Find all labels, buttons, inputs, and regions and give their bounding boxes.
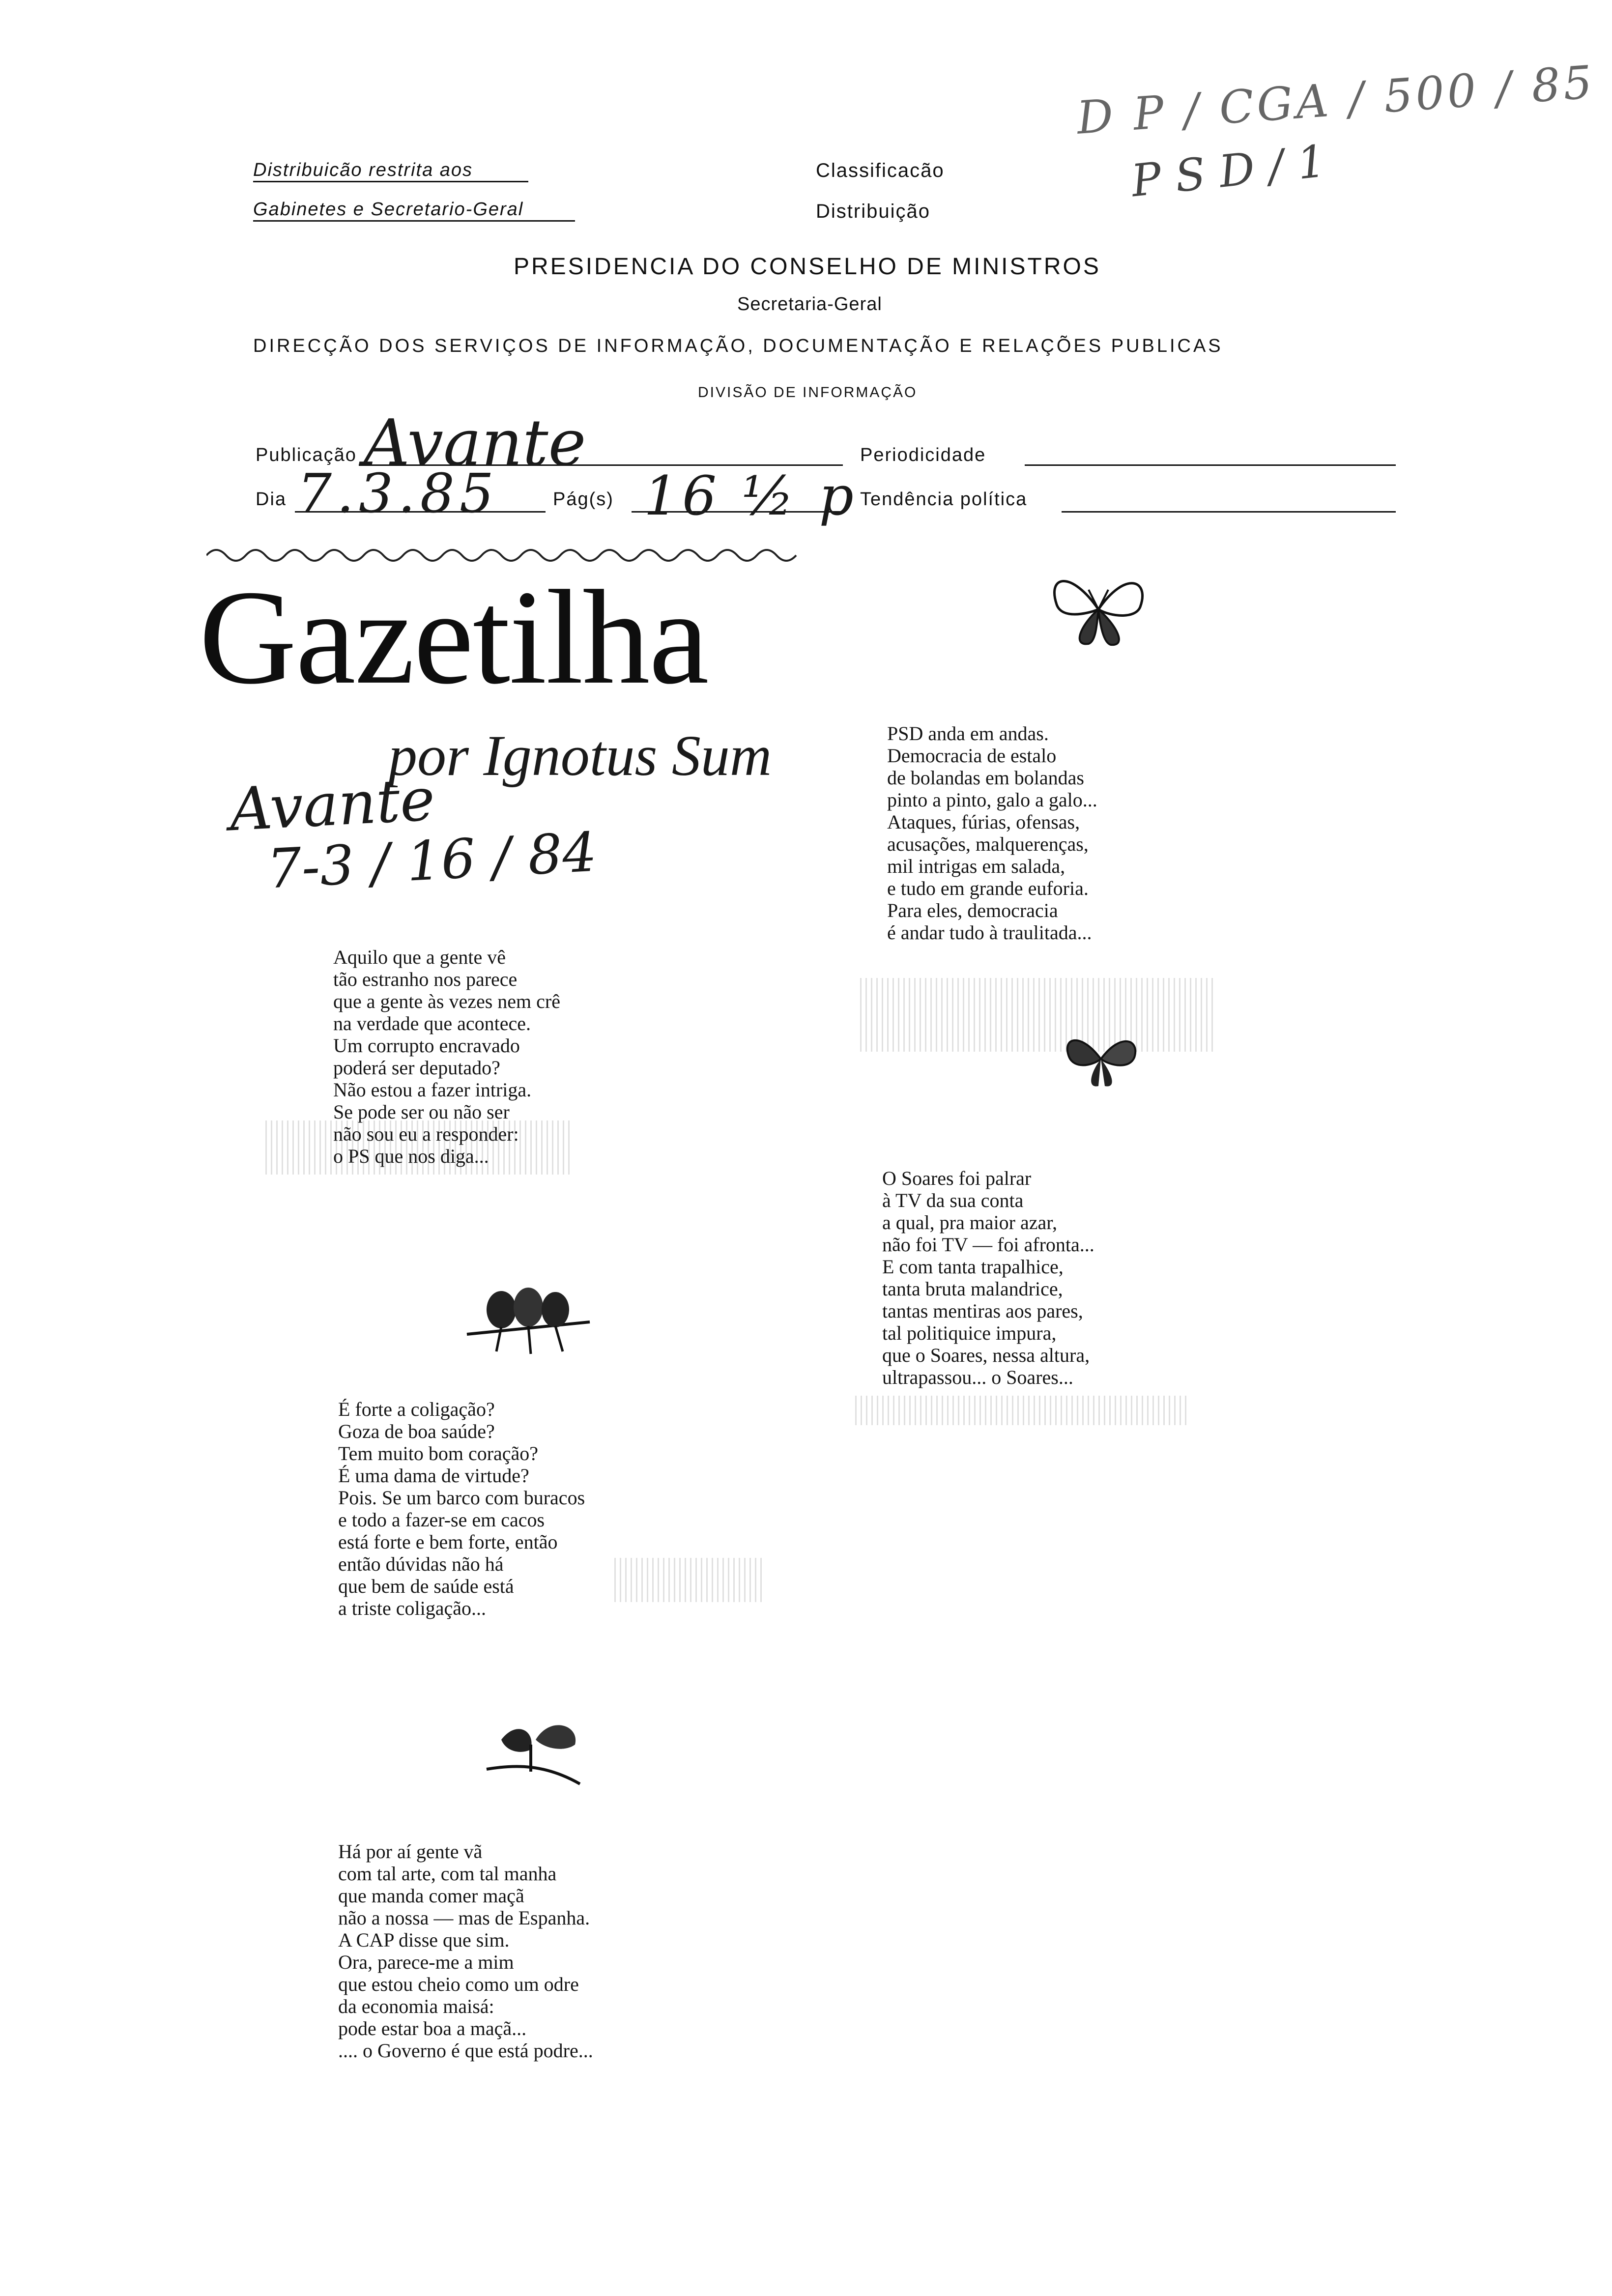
classification-label: Classificacão xyxy=(816,160,945,181)
publication-label: Publicação xyxy=(256,445,357,465)
secretariat-subtitle: Secretaria-Geral xyxy=(737,294,882,315)
directorate-title: DIRECÇÃO DOS SERVIÇOS DE INFORMAÇÃO, DOCUMENTAÇÃO E RELAÇÕES PUBLICAS xyxy=(253,336,1223,356)
distribution-restricted-line1: Distribuicão restrita aos xyxy=(253,160,528,182)
handwritten-reference xyxy=(1075,56,1597,211)
scan-noise-1 xyxy=(265,1120,570,1175)
periodicity-field xyxy=(1025,464,1396,466)
periodicity-label: Periodicidade xyxy=(860,445,986,465)
scan-noise-2 xyxy=(614,1558,762,1602)
handwritten-reference-code: D P / CGA / 500 / 85 xyxy=(1075,56,1597,144)
margin-note-line2: 7-3 / 16 / 84 xyxy=(265,820,599,901)
poem-stanza-4: PSD anda em andas. Democracia de estalo de bolandas em bolandas pinto a pinto, galo a galo... Ataques, fúrias, ofensas, acusações, malquerenças, mil intrigas em salada, e tudo em grande euforia. Para eles, democracia é andar tudo à traulitada... xyxy=(887,722,1097,944)
poem-stanza-3: Há por aí gente vã com tal arte, com tal manha que manda comer maçã não a nossa — mas de Espanha. A CAP disse que sim. Ora, parece-me a mim que estou cheio como um odre da economia maisá: pode estar boa a maçã... .... o Governo é que está podre... xyxy=(338,1840,593,2062)
day-value: 7.3.85 xyxy=(297,462,499,525)
dragonfly-icon xyxy=(472,1710,600,1799)
butterfly-icon xyxy=(1042,560,1155,659)
article-byline: por Ignotus Sum xyxy=(388,723,772,788)
scan-noise-4 xyxy=(855,1396,1189,1425)
article-title: Gazetilha xyxy=(199,563,708,712)
scan-noise-3 xyxy=(860,978,1214,1052)
publication-value: Avante xyxy=(364,405,586,480)
pages-label: Pág(s) xyxy=(553,489,614,510)
poem-stanza-5: O Soares foi palrar à TV da sua conta a qual, pra maior azar, não foi TV — foi afronta... E com tanta trapalhice, tanta bruta malandrice, tantas mentiras aos pares, tal politiquice impura, que o Soares, nessa altura, ultrapassou... o Soares... xyxy=(882,1167,1094,1388)
pages-value: 16 ½ p xyxy=(644,464,858,527)
poem-stanza-2: É forte a coligação? Goza de boa saúde? Tem muito bom coração? É uma dama de virtude? Pois. Se um barco com buracos e todo a fazer-se em cacos está forte e bem forte, então então dúvidas não há que bem de saúde está a triste coligação... xyxy=(338,1398,585,1619)
butterfly-small-icon xyxy=(1057,1022,1145,1096)
organization-title: PRESIDENCIA DO CONSELHO DE MINISTROS xyxy=(514,254,1101,280)
margin-note-line1: Avante xyxy=(228,765,437,845)
division-title: DIVISÃO DE INFORMAÇÃO xyxy=(698,384,918,401)
day-label: Dia xyxy=(256,489,287,510)
margin-note xyxy=(228,757,599,902)
birds-on-branch-icon xyxy=(462,1263,595,1361)
tendency-label: Tendência política xyxy=(860,489,1028,510)
handwritten-reference-sub: P S D / 1 xyxy=(1129,135,1328,207)
distribution-restricted-line2: Gabinetes e Secretario-Geral xyxy=(253,199,575,222)
poem-stanza-1: Aquilo que a gente vê tão estranho nos parece que a gente às vezes nem crê na verdade que acontece. Um corrupto encravado poderá ser deputado? Não estou a fazer intriga. Se pode ser ou não ser não sou eu a responder: o PS que nos diga... xyxy=(333,946,560,1167)
tendency-field xyxy=(1062,511,1396,513)
distribution-label: Distribuição xyxy=(816,201,930,222)
